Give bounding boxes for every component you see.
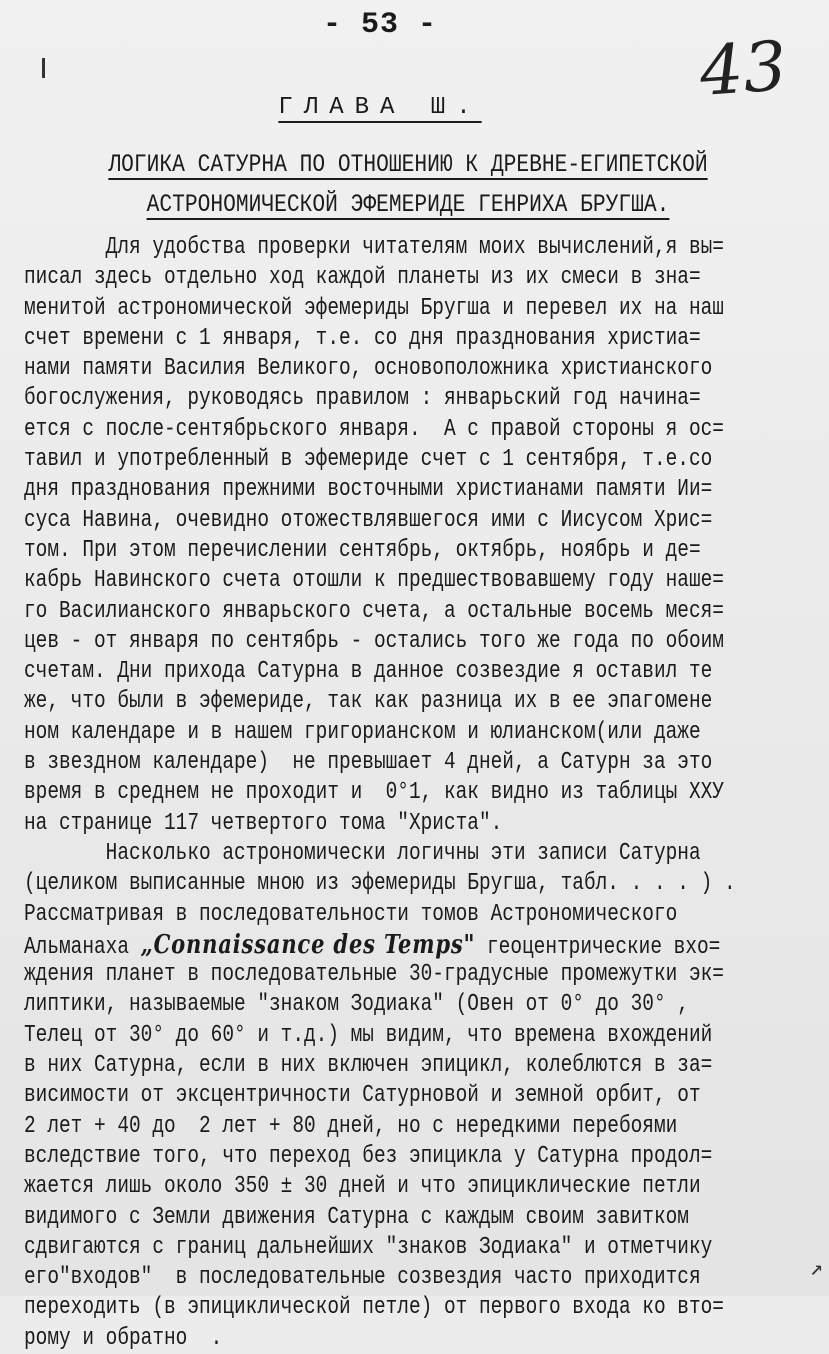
handwritten-archive-number: 43 <box>697 27 790 112</box>
text-line: счет времени с 1 января, т.е. со дня празднования христиа= <box>24 324 701 352</box>
text-line-with-handwriting <box>24 930 736 960</box>
text-line: менитой астрономической эфемериды Бругша и перевел их на наш <box>24 294 724 322</box>
text-line: (целиком выписанные мною из эфемериды Бругша, табл. . . . ) . <box>24 870 736 898</box>
text-line: в них Сатурна, если в них включен эпицикл, колеблются в за= <box>24 1052 713 1080</box>
text-line: ждения планет в последовательные 30-градусные промежутки эк= <box>24 961 724 989</box>
text-line: цев - от января по сентябрь - остались того же года по обоим <box>24 627 724 655</box>
text-line: на странице 117 четвертого тома "Христа". <box>24 809 503 837</box>
text-line: 2 лет + 40 до 2 лет + 80 дней, но с нередкими перебоями <box>24 1112 678 1140</box>
text-line: кабрь Навинского счета отошли к предшествовавшему году наше= <box>24 567 724 595</box>
margin-mark <box>42 58 45 78</box>
text-line: ется с после-сентябрьского января. А с правой стороны я ос= <box>24 415 724 443</box>
text-line: Для удобства проверки читателям моих вычислений,я вы= <box>24 234 724 261</box>
text-line: рому и обратно . <box>24 1324 223 1352</box>
text-line: вследствие того, что переход без эпицикла у Сатурна продол= <box>24 1142 713 1170</box>
text-line: висимости от эксцентричности Сатурновой и земной орбит, от <box>24 1082 701 1110</box>
text-line: суса Навина, очевидно отожествлявшегося ими с Иисусом Хрис= <box>24 506 713 534</box>
text-line: писал здесь отдельно ход каждой планеты из их смеси в зна= <box>24 264 701 292</box>
corner-mark-icon: ↗ <box>809 1257 823 1282</box>
subtitle-text-2: АСТРОНОМИЧЕСКОЙ ЭФЕМЕРИДЕ ГЕНРИХА БРУГША. <box>146 190 670 219</box>
text-line-end: геоцентрические вхо= <box>475 933 721 961</box>
text-line: Телец от 30° до 60° и т.д.) мы видим, что времена вхождений <box>24 1021 713 1049</box>
text-line: том. При этом перечислении сентябрь, октябрь, ноябрь и де= <box>24 536 701 564</box>
subtitle-text-1: ЛОГИКА САТУРНА ПО ОТНОШЕНИЮ К ДРЕВНЕ-ЕГИПЕТСКОЙ <box>108 150 708 179</box>
chapter-title <box>0 94 760 121</box>
text-line: Рассматривая в последовательности томов Астрономического <box>24 900 678 928</box>
text-line: дня празднования прежними восточными христианами памяти Ии= <box>24 476 713 504</box>
text-line: Насколько астрономически логичны эти записи Сатурна <box>24 839 701 867</box>
chapter-subtitle-line-2 <box>0 190 816 219</box>
page-number: - 53 - <box>322 8 438 42</box>
text-line: счетам. Дни прихода Сатурна в данное созвездие я оставил те <box>24 658 713 686</box>
text-line: переходить (в эпициклической петле) от первого входа ко вто= <box>24 1294 724 1322</box>
text-line-start: Альманаха <box>24 933 141 961</box>
text-line: время в среднем не проходит и 0°1, как видно из таблицы XXУ <box>24 779 724 807</box>
text-line: видимого с Земли движения Сатурна с каждым своим завитком <box>24 1203 689 1231</box>
text-line: нами памяти Василия Великого, основоположника христианского <box>24 355 713 383</box>
text-line: богослужения, руководясь правилом : январьский год начина= <box>24 385 701 413</box>
text-line: жается лишь около 350 ± 30 дней и что эпициклические петли <box>24 1173 701 1201</box>
body-text <box>24 233 829 1354</box>
chapter-subtitle-line-1 <box>0 150 816 179</box>
text-line: ном календаре и в нашем григорианском и юлианском(или даже <box>24 718 701 746</box>
text-line: го Василианского январьского счета, а остальные восемь меся= <box>24 597 724 625</box>
text-line: его"входов" в последовательные созвездия часто приходится <box>24 1264 701 1292</box>
text-line: в звездном календаре) не превышает 4 дней, а Сатурн за это <box>24 749 713 777</box>
text-line: сдвигаются с границ дальнейших "знаков Зодиака" и отметчику <box>24 1233 713 1261</box>
text-line: же, что были в эфемериде, так как разница их в ее эпагомене <box>24 688 713 716</box>
text-line: тавил и употребленный в эфемериде счет с 1 сентября, т.е.со <box>24 446 713 474</box>
handwritten-almanac-title: „Connaissance des Temps" <box>140 929 476 960</box>
chapter-title-text: ГЛАВА Ш. <box>278 94 482 121</box>
text-line: липтики, называемые "знаком Зодиака" (Овен от 0° до 30° , <box>24 991 689 1019</box>
